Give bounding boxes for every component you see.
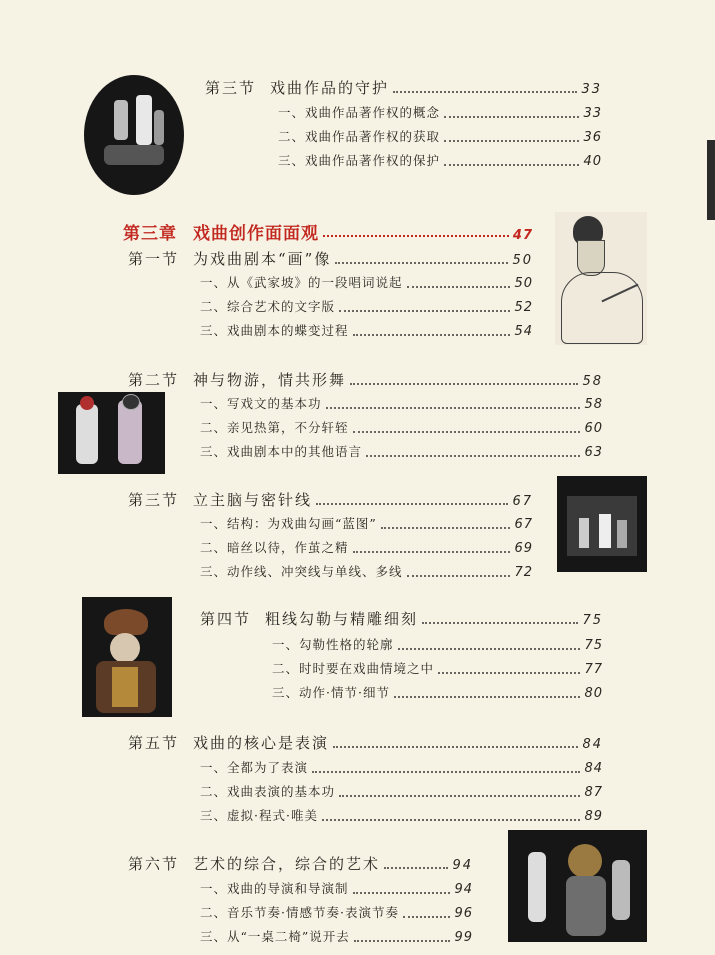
page-number: 99 <box>454 930 473 945</box>
leader-dots <box>312 770 580 773</box>
chapter-title: 戏曲创作面面观 <box>193 224 319 244</box>
leader-dots <box>333 745 578 748</box>
toc-item[interactable] <box>278 103 602 121</box>
toc-item[interactable] <box>272 635 603 653</box>
toc-item[interactable] <box>200 273 533 291</box>
item-title: 二、时时要在戏曲情境之中 <box>272 661 435 676</box>
leader-dots <box>353 333 511 336</box>
section-number: 第四节 <box>200 610 252 628</box>
toc-item[interactable] <box>200 806 603 824</box>
page-number: 75 <box>584 638 603 653</box>
section-number: 第三节 <box>128 491 180 509</box>
opera-photo-warrior <box>82 597 172 717</box>
page-number: 52 <box>514 300 533 315</box>
opera-photo-performance <box>508 830 647 942</box>
leader-dots <box>398 647 581 650</box>
toc-item[interactable] <box>272 683 603 701</box>
leader-dots <box>350 382 578 385</box>
page-number: 84 <box>582 737 603 752</box>
leader-dots <box>403 915 451 918</box>
toc-item[interactable] <box>200 562 533 580</box>
toc-item[interactable] <box>200 927 473 945</box>
leader-dots <box>322 818 581 821</box>
section-title: 戏曲作品的守护 <box>270 79 390 97</box>
opera-photo-stage <box>557 476 647 572</box>
leader-dots <box>444 139 579 142</box>
toc-item[interactable] <box>200 442 603 460</box>
page-number: 40 <box>583 154 602 169</box>
item-title: 三、戏曲剧本的蝶变过程 <box>200 323 349 338</box>
opera-photo-couple <box>58 392 165 474</box>
leader-dots <box>393 90 577 93</box>
item-title: 三、从“一桌二椅”说开去 <box>200 929 350 944</box>
leader-dots <box>444 115 579 118</box>
page-number: 77 <box>584 662 603 677</box>
page-number: 75 <box>582 613 603 628</box>
toc-item[interactable] <box>200 903 473 921</box>
section-number: 第一节 <box>128 250 180 268</box>
section-title: 神与物游，情共形舞 <box>193 371 347 389</box>
page-number: 72 <box>514 565 533 580</box>
page-number: 60 <box>584 421 603 436</box>
leader-dots <box>339 309 510 312</box>
toc-section-3[interactable] <box>128 489 533 510</box>
page-edge-mark <box>707 140 715 220</box>
leader-dots <box>422 621 578 624</box>
leader-dots <box>323 234 509 237</box>
item-title: 二、暗丝以待，作茧之精 <box>200 540 349 555</box>
toc-item[interactable] <box>200 514 533 532</box>
item-title: 二、亲见热第，不分轩轾 <box>200 420 349 435</box>
section-number: 第三节 <box>205 79 257 97</box>
toc-item[interactable] <box>200 297 533 315</box>
toc-section-2[interactable] <box>128 369 603 390</box>
page-number: 50 <box>512 253 533 268</box>
leader-dots <box>394 695 581 698</box>
leader-dots <box>326 406 581 409</box>
page-number: 69 <box>514 541 533 556</box>
page-number: 80 <box>584 686 603 701</box>
page-number: 33 <box>581 82 602 97</box>
leader-dots <box>381 526 511 529</box>
opera-figure-illustration <box>555 212 647 345</box>
toc-item[interactable] <box>200 879 473 897</box>
toc-item[interactable] <box>200 782 603 800</box>
leader-dots <box>353 550 511 553</box>
toc-section-5[interactable] <box>128 732 603 753</box>
page-number: 58 <box>582 374 603 389</box>
item-title: 一、戏曲的导演和导演制 <box>200 881 349 896</box>
item-title: 三、虚拟·程式·唯美 <box>200 808 318 823</box>
page-number: 33 <box>583 106 602 121</box>
page-number: 67 <box>512 494 533 509</box>
section-number: 第五节 <box>128 734 180 752</box>
toc-section-3-copyright[interactable] <box>205 77 602 98</box>
leader-dots <box>407 285 511 288</box>
page-number: 54 <box>514 324 533 339</box>
leader-dots <box>384 866 448 869</box>
toc-item[interactable] <box>200 418 603 436</box>
leader-dots <box>353 891 451 894</box>
item-title: 三、戏曲剧本中的其他语言 <box>200 444 363 459</box>
toc-section-1[interactable] <box>128 248 533 269</box>
item-title: 二、戏曲作品著作权的获取 <box>278 129 441 144</box>
item-title: 二、音乐节奏·情感节奏·表演节奏 <box>200 905 399 920</box>
section-title: 艺术的综合，综合的艺术 <box>193 855 381 873</box>
toc-chapter-3[interactable] <box>123 219 533 244</box>
page-number: 84 <box>584 761 603 776</box>
section-number: 第二节 <box>128 371 180 389</box>
leader-dots <box>316 502 508 505</box>
leader-dots <box>354 939 451 942</box>
toc-item[interactable] <box>272 659 603 677</box>
page-number: 58 <box>584 397 603 412</box>
leader-dots <box>444 163 579 166</box>
item-title: 三、动作线、冲突线与单线、多线 <box>200 564 403 579</box>
item-title: 一、结构：为戏曲勾画“蓝图” <box>200 516 377 531</box>
leader-dots <box>339 794 580 797</box>
toc-item[interactable] <box>278 127 602 145</box>
leader-dots <box>335 261 508 264</box>
item-title: 三、戏曲作品著作权的保护 <box>278 153 441 168</box>
opera-photo-oval <box>84 75 184 195</box>
section-title: 戏曲的核心是表演 <box>193 734 330 752</box>
page-number: 47 <box>512 228 533 243</box>
toc-item[interactable] <box>278 151 602 169</box>
chapter-number: 第三章 <box>123 224 177 244</box>
toc-item[interactable] <box>200 394 603 412</box>
item-title: 一、戏曲作品著作权的概念 <box>278 105 441 120</box>
item-title: 三、动作·情节·细节 <box>272 685 390 700</box>
page-number: 94 <box>452 858 473 873</box>
toc-section-6[interactable] <box>128 853 473 874</box>
leader-dots <box>353 430 581 433</box>
section-title: 为戏曲剧本“画”像 <box>193 250 332 268</box>
item-title: 二、综合艺术的文字版 <box>200 299 336 314</box>
item-title: 二、戏曲表演的基本功 <box>200 784 336 799</box>
page-number: 36 <box>583 130 602 145</box>
item-title: 一、全都为了表演 <box>200 760 309 775</box>
section-title: 粗线勾勒与精雕细刻 <box>265 610 419 628</box>
item-title: 一、勾勒性格的轮廓 <box>272 637 394 652</box>
page-number: 96 <box>454 906 473 921</box>
toc-item[interactable] <box>200 321 533 339</box>
leader-dots <box>438 671 580 674</box>
toc-item[interactable] <box>200 538 533 556</box>
section-title: 立主脑与密针线 <box>193 491 313 509</box>
section-number: 第六节 <box>128 855 180 873</box>
page-number: 87 <box>584 785 603 800</box>
leader-dots <box>407 574 511 577</box>
toc-item[interactable] <box>200 758 603 776</box>
page-number: 94 <box>454 882 473 897</box>
page-number: 50 <box>514 276 533 291</box>
item-title: 一、从《武家坡》的一段唱词说起 <box>200 275 403 290</box>
page-number: 67 <box>514 517 533 532</box>
page-number: 63 <box>584 445 603 460</box>
page-number: 89 <box>584 809 603 824</box>
leader-dots <box>366 454 580 457</box>
item-title: 一、写戏文的基本功 <box>200 396 322 411</box>
toc-section-4[interactable] <box>200 608 603 629</box>
